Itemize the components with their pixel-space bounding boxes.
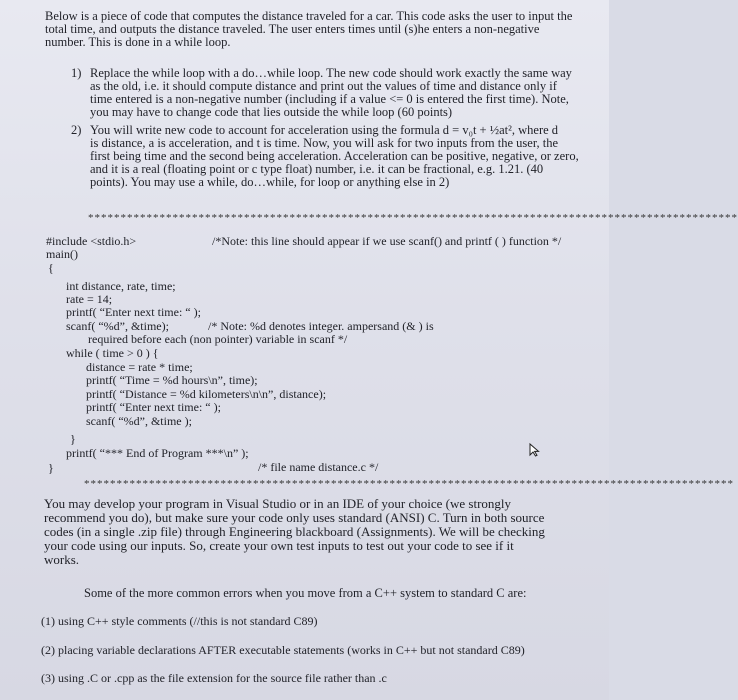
paragraph-line: your code using our inputs. So, create your own test inputs to test out your code to see if it xyxy=(44,538,514,553)
intro-line: total time, and outputs the distance traveled. The user enters times until (s)he enters a non-negative xyxy=(45,22,540,36)
code-line: #include <stdio.h> xyxy=(46,234,137,248)
paragraph-line: recommend you do), but make sure your code only uses standard (ANSI) C. Turn in both source xyxy=(44,510,545,525)
code-line: { xyxy=(48,261,54,275)
code-comment: /*Note: this line should appear if we use scanf() and printf ( ) function */ xyxy=(212,234,562,248)
code-line: printf( “*** End of Program ***\n” ); xyxy=(66,446,249,460)
code-line: printf( “Distance = %d kilometers\n\n”, distance); xyxy=(86,387,327,401)
error-item: (3) using .C or .cpp as the file extension for the source file rather than .c xyxy=(41,671,387,685)
code-line: printf( “Enter next time: “ ); xyxy=(66,305,201,319)
item-line: is distance, a is acceleration, and t is time. Now, you will ask for two inputs from the user, the xyxy=(90,136,559,150)
item-line: you may have to change code that lies outside the while loop (60 points) xyxy=(90,105,453,119)
code-line: printf( “Enter next time: “ ); xyxy=(86,400,221,414)
mouse-pointer-icon xyxy=(528,443,542,457)
star-divider: **************************************************************************************************** xyxy=(88,212,738,224)
code-line: scanf( “%d”, &time); xyxy=(66,319,169,333)
errors-heading: Some of the more common errors when you move from a C++ system to standard C are: xyxy=(84,586,527,600)
code-line: } xyxy=(48,461,54,475)
code-line: while ( time > 0 ) { xyxy=(66,346,159,360)
paragraph-line: works. xyxy=(44,552,80,567)
item-line: points). You may use a while, do…while, for loop or anything else in 2) xyxy=(90,175,450,189)
item-line: first being time and the second being acceleration. Acceleration can be positive, negative, or zero, xyxy=(90,149,579,163)
code-line: } xyxy=(70,432,76,446)
item-line: and it is a real (floating point or c type float) number, i.e. it can be fractional, e.g. 1.21. (40 xyxy=(90,162,544,176)
paragraph-line: codes (in a single .zip file) through Engineering blackboard (Assignments). We will be checking xyxy=(44,524,545,539)
intro-line: Below is a piece of code that computes the distance traveled for a car. This code asks the user to input the xyxy=(45,9,573,23)
code-line: rate = 14; xyxy=(66,292,113,306)
code-line: distance = rate * time; xyxy=(86,360,193,374)
code-line: main() xyxy=(46,247,78,261)
code-line: printf( “Time = %d hours\n”, time); xyxy=(86,373,258,387)
item-line: time entered is a non-negative number (including if a value <= 0 is entered the first time). Note, xyxy=(90,92,569,106)
code-comment: /* Note: %d denotes integer. ampersand (& ) is xyxy=(208,319,434,333)
error-item: (2) placing variable declarations AFTER executable statements (works in C++ but not standard C89) xyxy=(41,643,525,657)
code-line: int distance, rate, time; xyxy=(66,279,176,293)
code-comment: /* file name distance.c */ xyxy=(258,460,379,474)
error-item: (1) using C++ style comments (//this is not standard C89) xyxy=(41,614,318,628)
item-line: Replace the while loop with a do…while loop. The new code should work exactly the same way xyxy=(90,66,572,80)
item-line: as the old, i.e. it should compute distance and print out the values of time and distance only if xyxy=(90,79,557,93)
star-divider: **************************************************************************************************** xyxy=(84,478,734,490)
code-comment: required before each (non pointer) variable in scanf */ xyxy=(88,332,348,346)
paragraph-line: You may develop your program in Visual Studio or in an IDE of your choice (we strongly xyxy=(44,496,512,511)
code-line: scanf( “%d”, &time ); xyxy=(86,414,192,428)
intro-line: number. This is done in a while loop. xyxy=(45,35,231,49)
item-line: You will write new code to account for acceleration using the formula d = v₀t + ½at², where d xyxy=(90,123,559,137)
item-number: 2) xyxy=(71,123,82,137)
item-number: 1) xyxy=(71,66,82,80)
